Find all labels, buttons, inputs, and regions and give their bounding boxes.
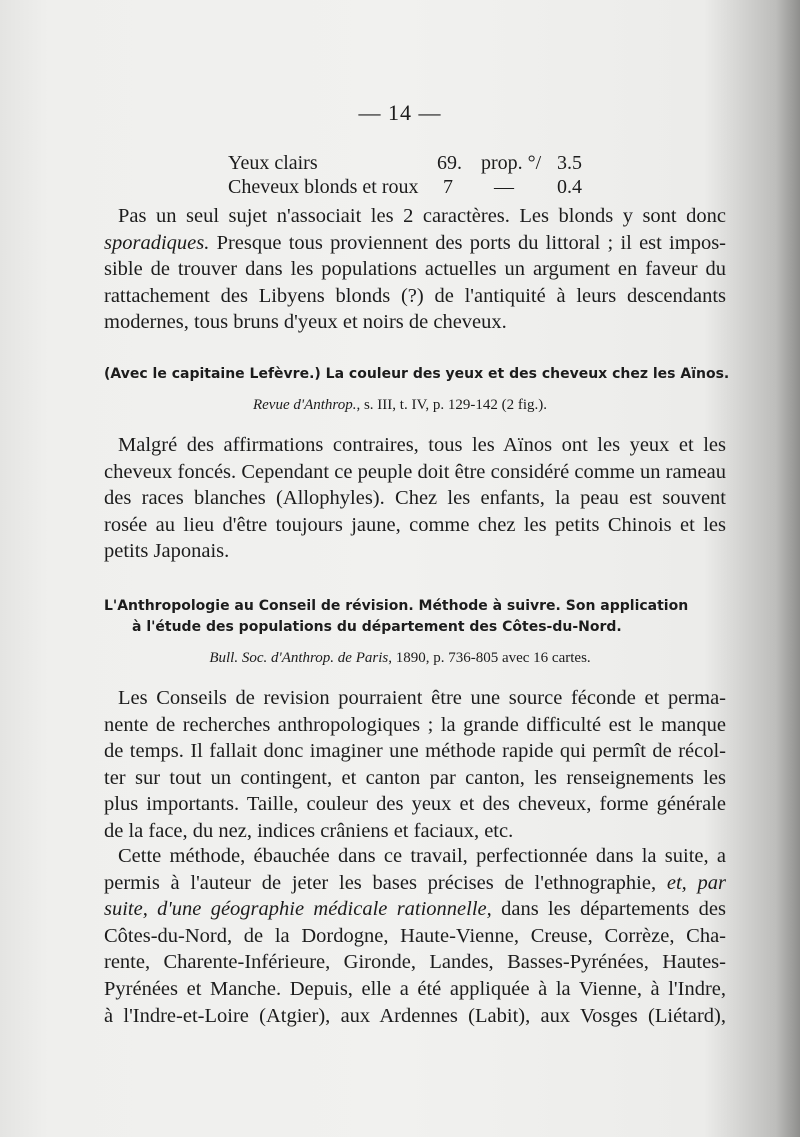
text-line: de la face, du nez, indices crâniens et faciaux, etc. [104,819,514,842]
stat-prefix: prop. °/ [481,152,542,174]
text-segment: permis à l'auteur de jeter les bases précises de l'ethnographie, [104,871,657,894]
text-line: des races blanches (Allophyles). Chez les enfants, la peau est souvent [104,487,726,510]
italic-text: suite, d'une géographie médicale rationnelle, [104,898,492,921]
text-line: nente de recherches anthropologiques ; la grande difficulté est le manque [104,713,726,736]
text-line: Côtes-du-Nord, de la Dordogne, Haute-Vienne, Creuse, Corrèze, Cha- [104,924,726,947]
text-line: Les Conseils de revision pourraient être une source féconde et perma- [118,687,726,709]
text-line [104,870,726,897]
stat-value: 0.4 [557,176,582,198]
reference-details: , 1890, p. 736-805 avec 16 cartes. [388,650,591,666]
reference-conseil [0,650,800,667]
text-line: Malgré des affirmations contraires, tous les Aïnos ont les yeux et les [118,434,726,456]
italic-text: et, par [666,871,726,894]
text-line: à l'Indre-et-Loire (Atgier), aux Ardennes (Labit), aux Vosges (Liétard), [104,1004,726,1027]
text-line: ter sur tout un contingent, et canton par canton, les renseignements les [104,766,726,789]
stat-count: 7 [443,176,453,198]
section-title-conseil [104,596,726,638]
stat-prefix: — [494,176,514,198]
text-line [104,896,726,923]
italic-text: sporadiques. [104,231,210,254]
text-line: de temps. Il fallait donc imaginer une méthode rapide qui permît de récol- [104,740,726,763]
text-line: Pyrénées et Manche. Depuis, elle a été appliquée à la Vienne, à l'Indre, [104,977,726,1000]
section-title-ainos [104,364,730,385]
paragraph-methode [104,843,726,1029]
text-line: modernes, tous bruns d'yeux et noirs de cheveux. [104,311,507,334]
journal-name: Bull. Soc. d'Anthrop. de Paris [209,650,389,666]
reference-details: , s. III, t. IV, p. 129-142 (2 fig.). [356,397,547,413]
title-line: L'Anthropologie au Conseil de révision. Méthode à suivre. Son application [104,598,689,614]
stat-count: 69. [437,152,462,174]
text-line: Pas un seul sujet n'associait les 2 caractères. Les blonds y sont donc [118,205,726,227]
journal-name: Revue d'Anthrop. [252,397,357,413]
text-line: cheveux foncés. Cependant ce peuple doit être considéré comme un rameau [104,460,726,483]
paragraph-libyens [104,203,726,336]
text-line: rente, Charente-Inférieure, Gironde, Landes, Basses-Pyrénées, Hautes- [104,951,726,974]
text-line: rosée au lieu d'être toujours jaune, comme chez les petits Chinois et les [104,513,726,536]
title-line: (Avec le capitaine Lefèvre.) La couleur des yeux et des cheveux chez les Aïnos. [104,366,730,382]
paragraph-ainos [104,432,726,565]
stat-value: 3.5 [557,152,582,174]
stat-label: Cheveux blonds et roux [228,176,419,198]
text-line: Cette méthode, ébauchée dans ce travail, perfectionnée dans la suite, a [118,845,726,867]
reference-ainos [0,397,800,414]
title-line: à l'étude des populations du département des Côtes-du-Nord. [132,619,622,635]
text-line: sible de trouver dans les populations actuelles un argument en faveur du [104,258,726,281]
page-number: — 14 — [358,100,442,125]
text-line: rattachement des Libyens blonds (?) de l'antiquité à leurs descendants [104,284,726,307]
text-line: sporadiques. Presque tous proviennent des ports du littoral ; il est impos- [104,231,726,254]
text-line: petits Japonais. [104,540,230,563]
paragraph-conseils [104,685,726,845]
text-segment: dans les départements des [501,898,726,921]
stat-label: Yeux clairs [228,152,318,174]
text-line: plus importants. Taille, couleur des yeux et des cheveux, forme générale [104,793,726,816]
